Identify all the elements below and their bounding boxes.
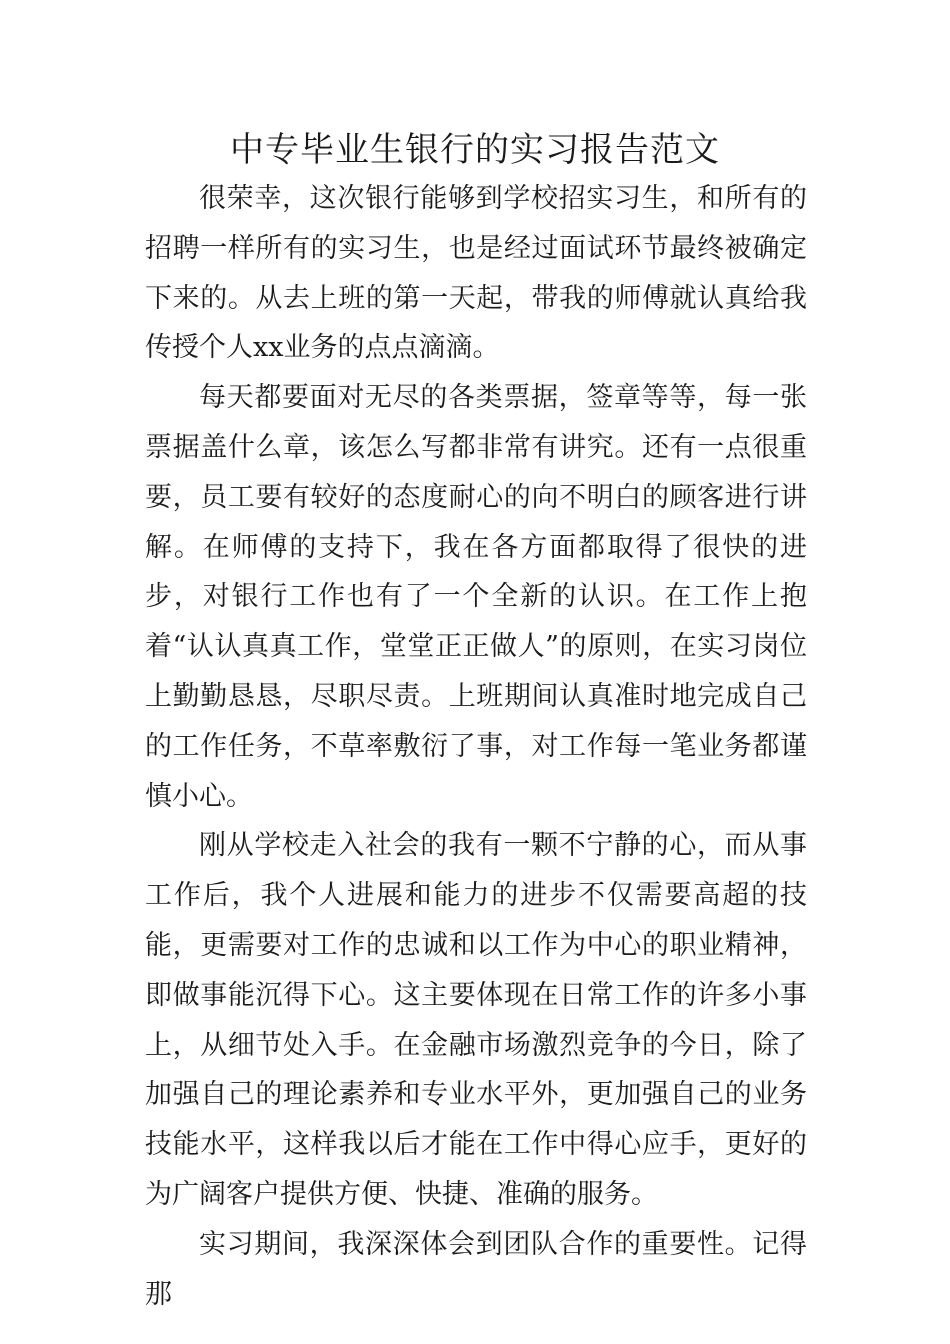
paragraph: 刚从学校走入社会的我有一颗不宁静的心，而从事工作后，我个人进展和能力的进步不仅需要高超的技能，更需要对工作的忠诚和以工作为中心的职业精神，即做事能沉得下心。这主要体现在日常工作的许多小事上，从细节处入手。在金融市场激烈竞争的今日，除了加强自己的理论素养和专业水平外，更加强自己的业务技能水平，这样我以后才能在工作中得心应手，更好的为广阔客户提供方便、快捷、准确的服务。	[145, 830, 807, 1210]
document-body	[145, 174, 807, 1319]
document-title: 中专毕业生银行的实习报告范文	[230, 130, 720, 170]
paragraph: 每天都要面对无尽的各类票据，签章等等，每一张票据盖什么章，该怎么写都非常有讲究。还有一点很重要，员工要有较好的态度耐心的向不明白的顾客进行讲解。在师傅的支持下，我在各方面都取得了很快的进步，对银行工作也有了一个全新的认识。在工作上抱着“认认真真工作，堂堂正正做人”的原则，在实习岗位上勤勤恳恳，尽职尽责。上班期间认真准时地完成自己的工作任务，不草率敷衍了事，对工作每一笔业务都谨慎小心。	[145, 382, 807, 812]
paragraph: 很荣幸，这次银行能够到学校招实习生，和所有的招聘一样所有的实习生，也是经过面试环节最终被确定下来的。从去上班的第一天起，带我的师傅就认真给我传授个人xx业务的点点滴滴。	[145, 183, 807, 364]
paragraph: 实习期间，我深深体会到团队合作的重要性。记得那	[145, 1228, 807, 1310]
